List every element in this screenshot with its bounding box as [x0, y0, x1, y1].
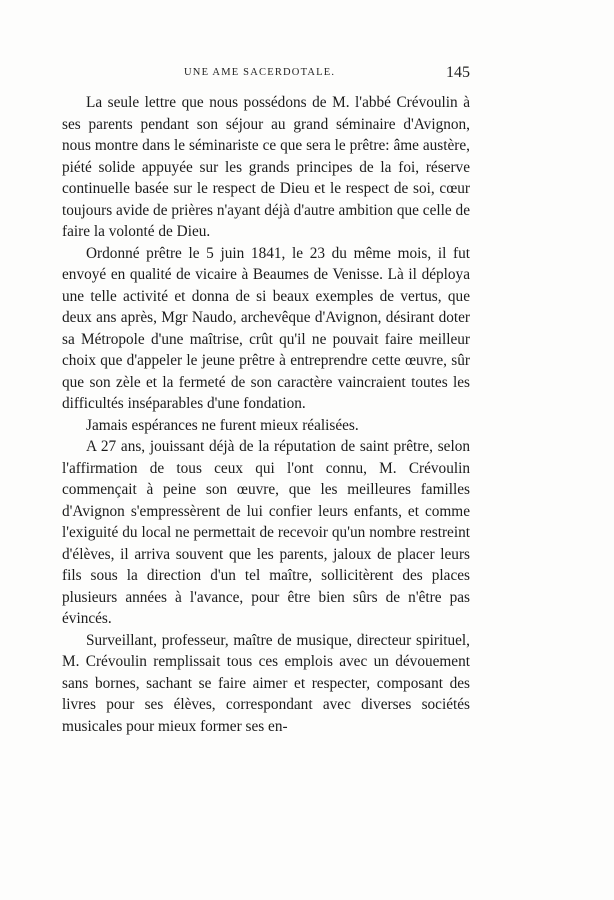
- paragraph-reputation: A 27 ans, jouissant déjà de la réputation de saint prêtre, selon l'affirmation de tous ceux qui l'ont connu, M. Crévoulin commençait à peine son œuvre, que les meilleures familles d'Avignon s'empressèrent de lui confier leurs enfants, et comme l'exiguité du local ne permettait de recevoir qu'un nombre restreint d'élèves, il arriva souvent que les parents, jaloux de placer leurs fils sous la direction d'un tel maître, sollicitèrent des places plusieurs années à l'avance, pour être bien sûrs de n'être pas évincés.: [62, 438, 470, 627]
- body-text: [62, 92, 470, 737]
- paragraph-seminary-letter: La seule lettre que nous possédons de M. l'abbé Crévoulin à ses parents pendant son séjour au grand séminaire d'Avignon, nous montre dans le séminariste ce que sera le prêtre: âme austère, piété solide appuyée sur les grands principes de la foi, réserve continuelle basée sur le respect de Dieu et le respect de soi, cœur toujours avide de prières n'ayant déjà d'autre ambition que celle de faire la volonté de Dieu.: [62, 94, 470, 240]
- running-header: [62, 66, 470, 86]
- paragraph-roles: Surveillant, professeur, maître de musique, directeur spirituel, M. Crévoulin remplissait tous ces emplois avec un dévouement sans bornes, sachant se faire aimer et respecter, composant des livres pour ses élèves, correspondant avec diverses sociétés musicales pour mieux former ses en-: [62, 631, 470, 735]
- paragraph-ordination: Ordonné prêtre le 5 juin 1841, le 23 du même mois, il fut envoyé en qualité de vicaire à Beaumes de Venisse. Là il déploya une telle activité et donna de si beaux exemples de vertus, que deux ans après, Mgr Naudo, archevêque d'Avignon, désirant doter sa Métropole d'une maîtrise, crût qu'il ne pouvait faire meilleur choix que d'appeler le jeune prêtre à entreprendre cette œuvre, sûr que son zèle et la fermeté de son caractère vaincraient toutes les difficultés inséparables d'une fondation.: [62, 244, 470, 412]
- running-title: UNE AME SACERDOTALE.: [184, 67, 336, 78]
- paragraph-hopes-realized: Jamais espérances ne furent mieux réalisées.: [86, 416, 359, 434]
- page-number: 145: [446, 64, 470, 81]
